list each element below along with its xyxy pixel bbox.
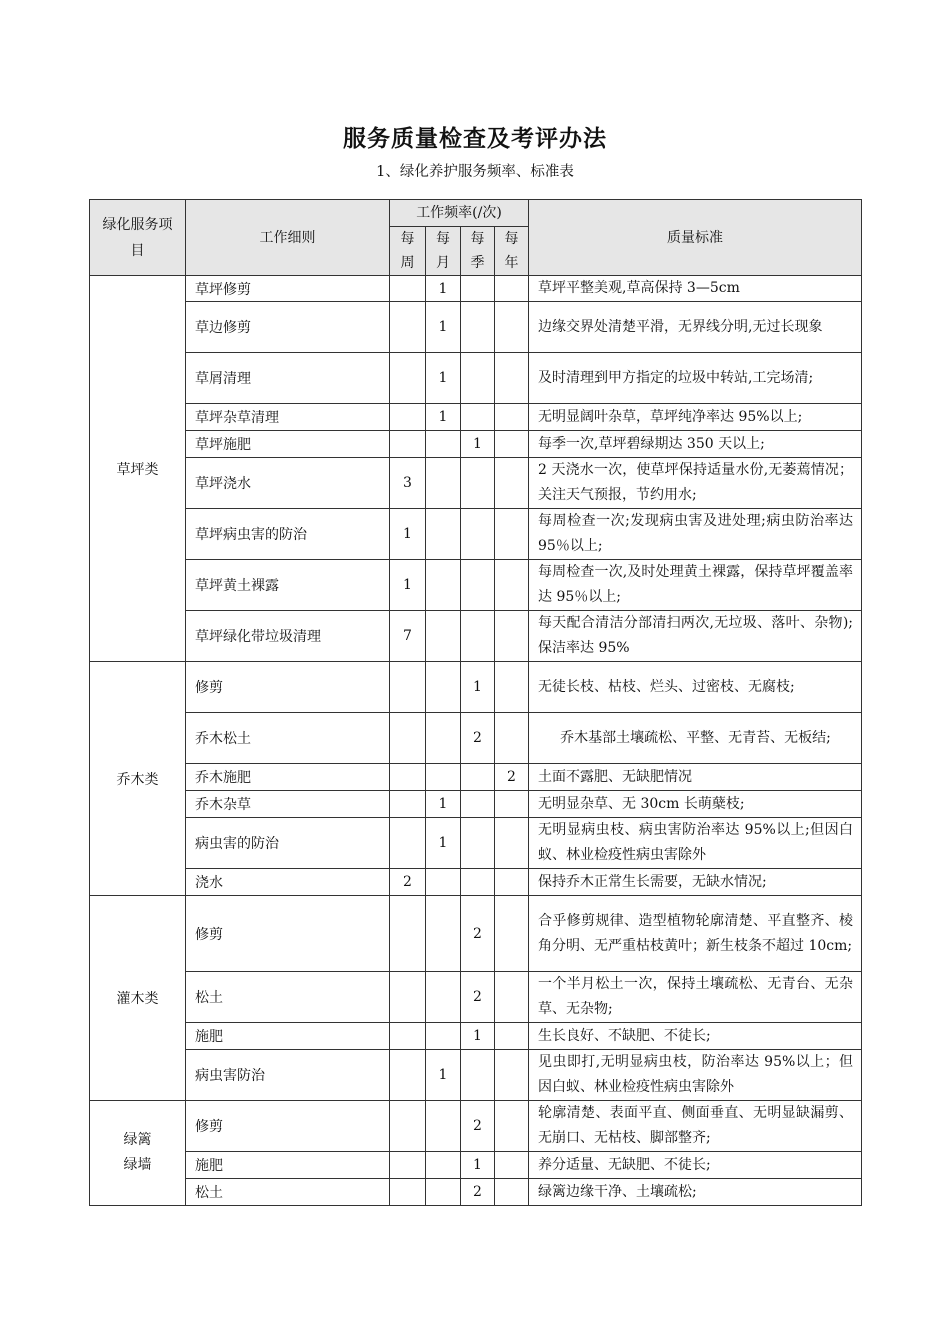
standard-cell: 无明显病虫枝、病虫害防治率达 95%以上;但因白蚁、林业检疫性病虫害除外 [529,818,862,869]
category-trees: 乔木类 [90,662,186,896]
header-standard: 质量标准 [529,200,862,276]
table-row [90,509,862,560]
table-row [90,404,862,431]
header-monthly: 每月 [426,227,461,276]
category-line: 绿篱 [123,1132,152,1148]
weekly-cell [390,353,426,404]
monthly-cell [426,896,461,972]
task-cell: 草边修剪 [186,302,390,353]
standard-cell: 乔木基部土壤疏松、平整、无青苔、无板结; [529,713,862,764]
task-cell: 草坪施肥 [186,431,390,458]
quarterly-cell: 1 [461,1152,495,1179]
header-weekly: 每周 [390,227,426,276]
standard-cell: 草坪平整美观,草高保持 3—5cm [529,276,862,302]
quarterly-cell [461,869,495,896]
yearly-cell [495,1179,529,1206]
monthly-cell [426,458,461,509]
table-row [90,791,862,818]
yearly-cell [495,791,529,818]
task-cell: 松土 [186,972,390,1023]
weekly-cell [390,896,426,972]
weekly-cell [390,1179,426,1206]
yearly-cell [495,1023,529,1050]
standard-cell: 每周检查一次;发现病虫害及进处理;病虫防治率达 95％以上; [529,509,862,560]
weekly-cell [390,713,426,764]
table-row [90,764,862,791]
weekly-cell [390,1023,426,1050]
quarterly-cell [461,404,495,431]
quarterly-cell [461,818,495,869]
weekly-cell [390,1152,426,1179]
standard-cell: 见虫即打,无明显病虫枝，防治率达 95%以上；但因白蚁、林业检疫性病虫害除外 [529,1050,862,1101]
category-line: 绿墙 [123,1157,152,1173]
monthly-cell [426,972,461,1023]
table-caption: 1、绿化养护服务频率、标准表 [376,164,574,180]
weekly-cell [390,1050,426,1101]
table-row [90,458,862,509]
monthly-cell [426,869,461,896]
category-shrubs: 灌木类 [90,896,186,1101]
yearly-cell [495,560,529,611]
standard-cell: 轮廓清楚、表面平直、侧面垂直、无明显缺漏剪、无崩口、无枯枝、脚部整齐; [529,1101,862,1152]
standard-cell: 养分适量、无缺肥、不徒长; [529,1152,862,1179]
yearly-cell [495,662,529,713]
table-row [90,662,862,713]
standard-cell: 每天配合清洁分部清扫两次,无垃圾、落叶、杂物);保洁率达 95% [529,611,862,662]
table-row [90,1023,862,1050]
task-cell: 施肥 [186,1152,390,1179]
standard-cell: 无明显杂草、无 30cm 长萌蘖枝; [529,791,862,818]
quarterly-cell: 2 [461,972,495,1023]
task-cell: 修剪 [186,1101,390,1152]
yearly-cell [495,1152,529,1179]
quarterly-cell [461,764,495,791]
yearly-cell [495,276,529,302]
header-quarterly: 每季 [461,227,495,276]
task-cell: 乔木杂草 [186,791,390,818]
table-row [90,276,862,302]
table-row [90,1152,862,1179]
weekly-cell [390,662,426,713]
weekly-cell: 1 [390,509,426,560]
table-row [90,560,862,611]
quarterly-cell: 2 [461,1101,495,1152]
page-title: 服务质量检查及考评办法 [343,125,607,152]
task-cell: 浇水 [186,869,390,896]
quarterly-cell: 1 [461,662,495,713]
header-yearly: 每年 [495,227,529,276]
task-cell: 修剪 [186,896,390,972]
weekly-cell [390,972,426,1023]
table-row [90,972,862,1023]
standard-cell: 边缘交界处清楚平滑，无界线分明,无过长现象 [529,302,862,353]
weekly-cell [390,1101,426,1152]
standard-cell: 每周检查一次,及时处理黄土裸露，保持草坪覆盖率达 95％以上; [529,560,862,611]
monthly-cell: 1 [426,404,461,431]
quarterly-cell: 2 [461,713,495,764]
header-item: 绿化服务项目 [90,200,186,276]
monthly-cell: 1 [426,1050,461,1101]
table-row [90,1101,862,1152]
quarterly-cell [461,458,495,509]
monthly-cell: 1 [426,302,461,353]
monthly-cell [426,1101,461,1152]
quarterly-cell [461,611,495,662]
standard-cell: 生长良好、不缺肥、不徒长; [529,1023,862,1050]
standard-cell: 一个半月松土一次，保持土壤疏松、无青台、无杂草、无杂物; [529,972,862,1023]
yearly-cell [495,869,529,896]
table-row [90,818,862,869]
standard-cell: 保持乔木正常生长需要，无缺水情况; [529,869,862,896]
weekly-cell: 1 [390,560,426,611]
task-cell: 草坪修剪 [186,276,390,302]
monthly-cell: 1 [426,353,461,404]
yearly-cell [495,353,529,404]
table-row [90,869,862,896]
quarterly-cell [461,302,495,353]
monthly-cell: 1 [426,791,461,818]
yearly-cell [495,713,529,764]
category-hedge-wall [90,1101,186,1206]
standard-cell: 绿篱边缘干净、土壤疏松; [529,1179,862,1206]
monthly-cell [426,1152,461,1179]
monthly-cell [426,509,461,560]
quarterly-cell [461,791,495,818]
quarterly-cell [461,353,495,404]
standard-cell: 土面不露肥、无缺肥情况 [529,764,862,791]
task-cell: 施肥 [186,1023,390,1050]
weekly-cell [390,404,426,431]
quarterly-cell [461,1050,495,1101]
table-row [90,302,862,353]
task-cell: 乔木松土 [186,713,390,764]
standard-cell: 及时清理到甲方指定的垃圾中转站,工完场清; [529,353,862,404]
task-cell: 草坪病虫害的防治 [186,509,390,560]
table-row [90,611,862,662]
header-frequency: 工作频率(/次) [390,200,529,227]
task-cell: 草坪浇水 [186,458,390,509]
monthly-cell [426,431,461,458]
category-lawn: 草坪类 [90,276,186,662]
task-cell: 草坪黄土裸露 [186,560,390,611]
weekly-cell [390,431,426,458]
task-cell: 修剪 [186,662,390,713]
task-cell: 草坪杂草清理 [186,404,390,431]
quarterly-cell: 1 [461,1023,495,1050]
monthly-cell [426,560,461,611]
yearly-cell [495,302,529,353]
quarterly-cell [461,509,495,560]
standard-cell: 每季一次,草坪碧绿期达 350 天以上; [529,431,862,458]
table-row [90,713,862,764]
standard-cell: 无徒长枝、枯枝、烂头、过密枝、无腐枝; [529,662,862,713]
monthly-cell: 1 [426,818,461,869]
task-cell: 乔木施肥 [186,764,390,791]
yearly-cell [495,404,529,431]
quarterly-cell [461,560,495,611]
header-detail: 工作细则 [186,200,390,276]
weekly-cell [390,818,426,869]
table-row [90,431,862,458]
task-cell: 草屑清理 [186,353,390,404]
table-row [90,1179,862,1206]
monthly-cell [426,1023,461,1050]
task-cell: 病虫害的防治 [186,818,390,869]
yearly-cell [495,458,529,509]
task-cell: 松土 [186,1179,390,1206]
weekly-cell: 7 [390,611,426,662]
standard-cell: 无明显阔叶杂草，草坪纯净率达 95%以上; [529,404,862,431]
monthly-cell: 1 [426,276,461,302]
weekly-cell: 3 [390,458,426,509]
table-row [90,1050,862,1101]
yearly-cell [495,1050,529,1101]
weekly-cell [390,791,426,818]
standard-cell: 合乎修剪规律、造型植物轮廓清楚、平直整齐、棱角分明、无严重枯枝黄叶；新生枝条不超过 10cm; [529,896,862,972]
yearly-cell [495,972,529,1023]
task-cell: 草坪绿化带垃圾清理 [186,611,390,662]
monthly-cell [426,662,461,713]
quarterly-cell: 1 [461,431,495,458]
weekly-cell: 2 [390,869,426,896]
table-row [90,896,862,972]
monthly-cell [426,764,461,791]
monthly-cell [426,1179,461,1206]
quarterly-cell [461,276,495,302]
task-cell: 病虫害防治 [186,1050,390,1101]
monthly-cell [426,713,461,764]
yearly-cell [495,896,529,972]
standard-cell: 2 天浇水一次，使草坪保持适量水份,无萎蔫情况；关注天气预报，节约用水; [529,458,862,509]
weekly-cell [390,302,426,353]
yearly-cell [495,1101,529,1152]
monthly-cell [426,611,461,662]
quarterly-cell: 2 [461,1179,495,1206]
quarterly-cell: 2 [461,896,495,972]
yearly-cell [495,509,529,560]
greening-standard-table [89,199,862,1206]
yearly-cell [495,611,529,662]
table-row [90,353,862,404]
yearly-cell: 2 [495,764,529,791]
weekly-cell [390,276,426,302]
yearly-cell [495,818,529,869]
yearly-cell [495,431,529,458]
weekly-cell [390,764,426,791]
